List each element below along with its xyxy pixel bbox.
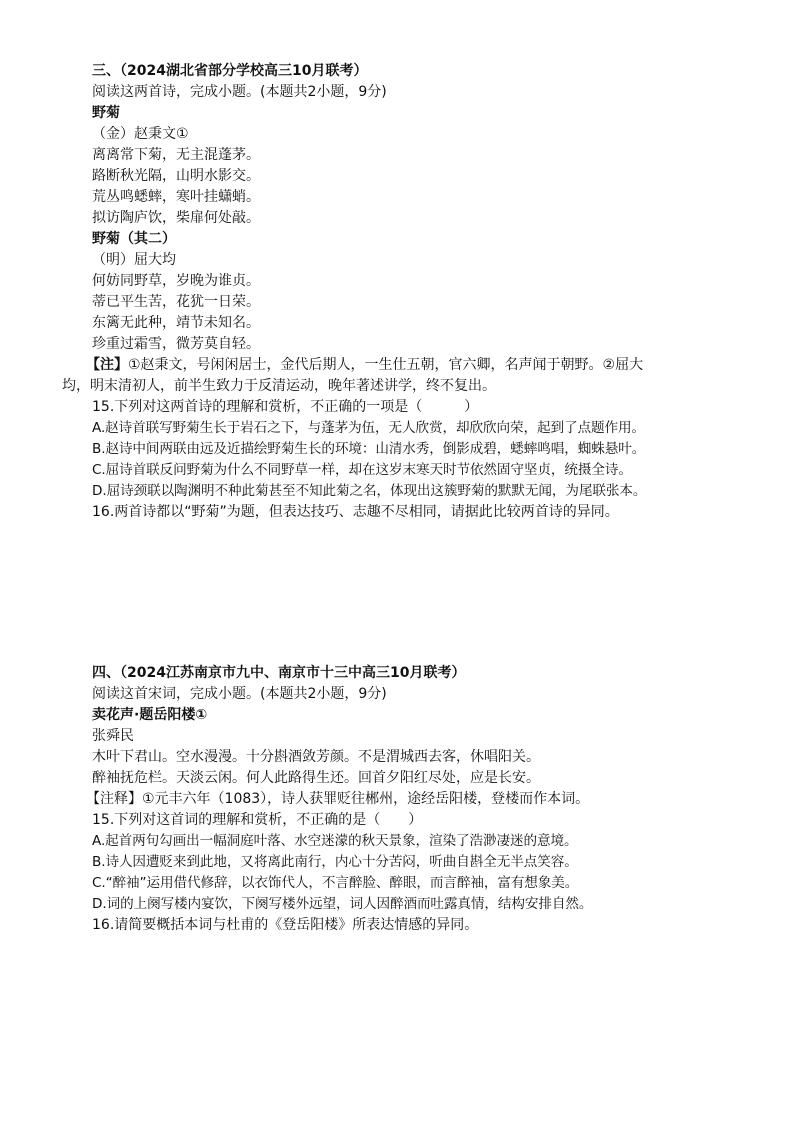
poem1-line: 离离常下菊，无主混蓬茅。 xyxy=(92,147,260,163)
annotation-text: ①赵秉文，号闲闲居士，金代后期人，一生仕五朝，官六卿，名声闻于朝野。②屈大 xyxy=(128,357,644,373)
poem1-line: 拟访陶庐饮，柴扉何处敲。 xyxy=(92,210,260,226)
option-b: B.诗人因遭贬来到此地，又将离此南行，内心十分苦闷，听曲自斟全无半点笑容。 xyxy=(92,854,578,870)
option-c: C.“醉袖”运用借代修辞，以衣饰代人，不言醉脸、醉眼，而言醉袖，富有想象美。 xyxy=(92,875,579,891)
ci-annotation: 【注释】①元丰六年（1083），诗人获罪贬往郴州，途经岳阳楼，登楼而作本词。 xyxy=(86,791,590,807)
ci-title: 卖花声·题岳阳楼① xyxy=(92,707,208,723)
option-d: D.词的上阕写楼内宴饮，下阕写楼外远望，词人因醉酒而吐露真情，结构安排自然。 xyxy=(92,896,593,912)
ci-line: 醉袖抚危栏。天淡云闲。何人此路得生还。回首夕阳红尽处，应是长安。 xyxy=(92,770,540,786)
question-16: 16.两首诗都以“野菊”为题，但表达技巧、志趣不尽相同，请据此比较两首诗的异同。 xyxy=(92,504,619,520)
section4-title: 四、（2024江苏南京市九中、南京市十三中高三10月联考） xyxy=(92,665,466,681)
option-a: A.赵诗首联写野菊生长于岩石之下，与蓬茅为伍，无人欣赏，却欣欣向荣，起到了点题作用。 xyxy=(92,420,645,436)
option-b: B.赵诗中间两联由远及近描绘野菊生长的环境：山清水秀，倒影成碧，蟋蟀鸣唱，蜘蛛悬叶。 xyxy=(92,441,646,457)
poem2-line: 珍重过霜雪，微芳莫自轻。 xyxy=(92,336,260,352)
poem1-author: （金）赵秉文① xyxy=(92,126,189,142)
poem1-title: 野菊 xyxy=(92,105,120,121)
question-15: 15.下列对这两首诗的理解和赏析，不正确的一项是（ ） xyxy=(92,399,479,415)
ci-line: 木叶下君山。空水漫漫。十分斟酒敛芳颜。不是渭城西去客，休唱阳关。 xyxy=(92,749,540,765)
poem1-line: 路断秋光隔，山明水影交。 xyxy=(92,168,260,184)
annotation-label: 【注】 xyxy=(86,357,128,373)
annotation-continued: 均，明末清初人，前半生致力于反清运动，晚年著述讲学，终不复出。 xyxy=(62,378,496,394)
ci-author: 张舜民 xyxy=(92,728,134,744)
option-d: D.屈诗颈联以陶渊明不种此菊甚至不知此菊之名，体现出这簇野菊的默默无闻，为尾联张本。 xyxy=(92,483,647,499)
question-16: 16.请简要概括本词与杜甫的《登岳阳楼》所表达情感的异同。 xyxy=(92,917,479,933)
poem1-line: 荒丛鸣蟋蟀，寒叶挂蟏蛸。 xyxy=(92,189,260,205)
annotation xyxy=(86,355,643,375)
poem2-author: （明）屈大均 xyxy=(92,252,176,268)
section3-intro: 阅读这两首诗，完成小题。(本题共2小题，9分) xyxy=(92,84,387,100)
section3-title: 三、（2024湖北省部分学校高三10月联考） xyxy=(92,63,368,79)
section4-intro: 阅读这首宋词，完成小题。(本题共2小题，9分) xyxy=(92,686,387,702)
option-c: C.屈诗首联反问野菊为什么不同野草一样，却在这岁末寒天时节依然固守坚贞，统摄全诗。 xyxy=(92,462,632,478)
question-15: 15.下列对这首词的理解和赏析，不正确的是（ ） xyxy=(92,812,423,828)
poem2-line: 东篱无此种，靖节未知名。 xyxy=(92,315,260,331)
poem2-line: 蒂已平生苦，花犹一日荣。 xyxy=(92,294,260,310)
poem2-line: 何妨同野草，岁晚为谁贞。 xyxy=(92,273,260,289)
poem2-title: 野菊（其二） xyxy=(92,231,176,247)
option-a: A.起首两句勾画出一幅洞庭叶落、水空迷濛的秋天景象，渲染了浩渺凄迷的意境。 xyxy=(92,833,578,849)
